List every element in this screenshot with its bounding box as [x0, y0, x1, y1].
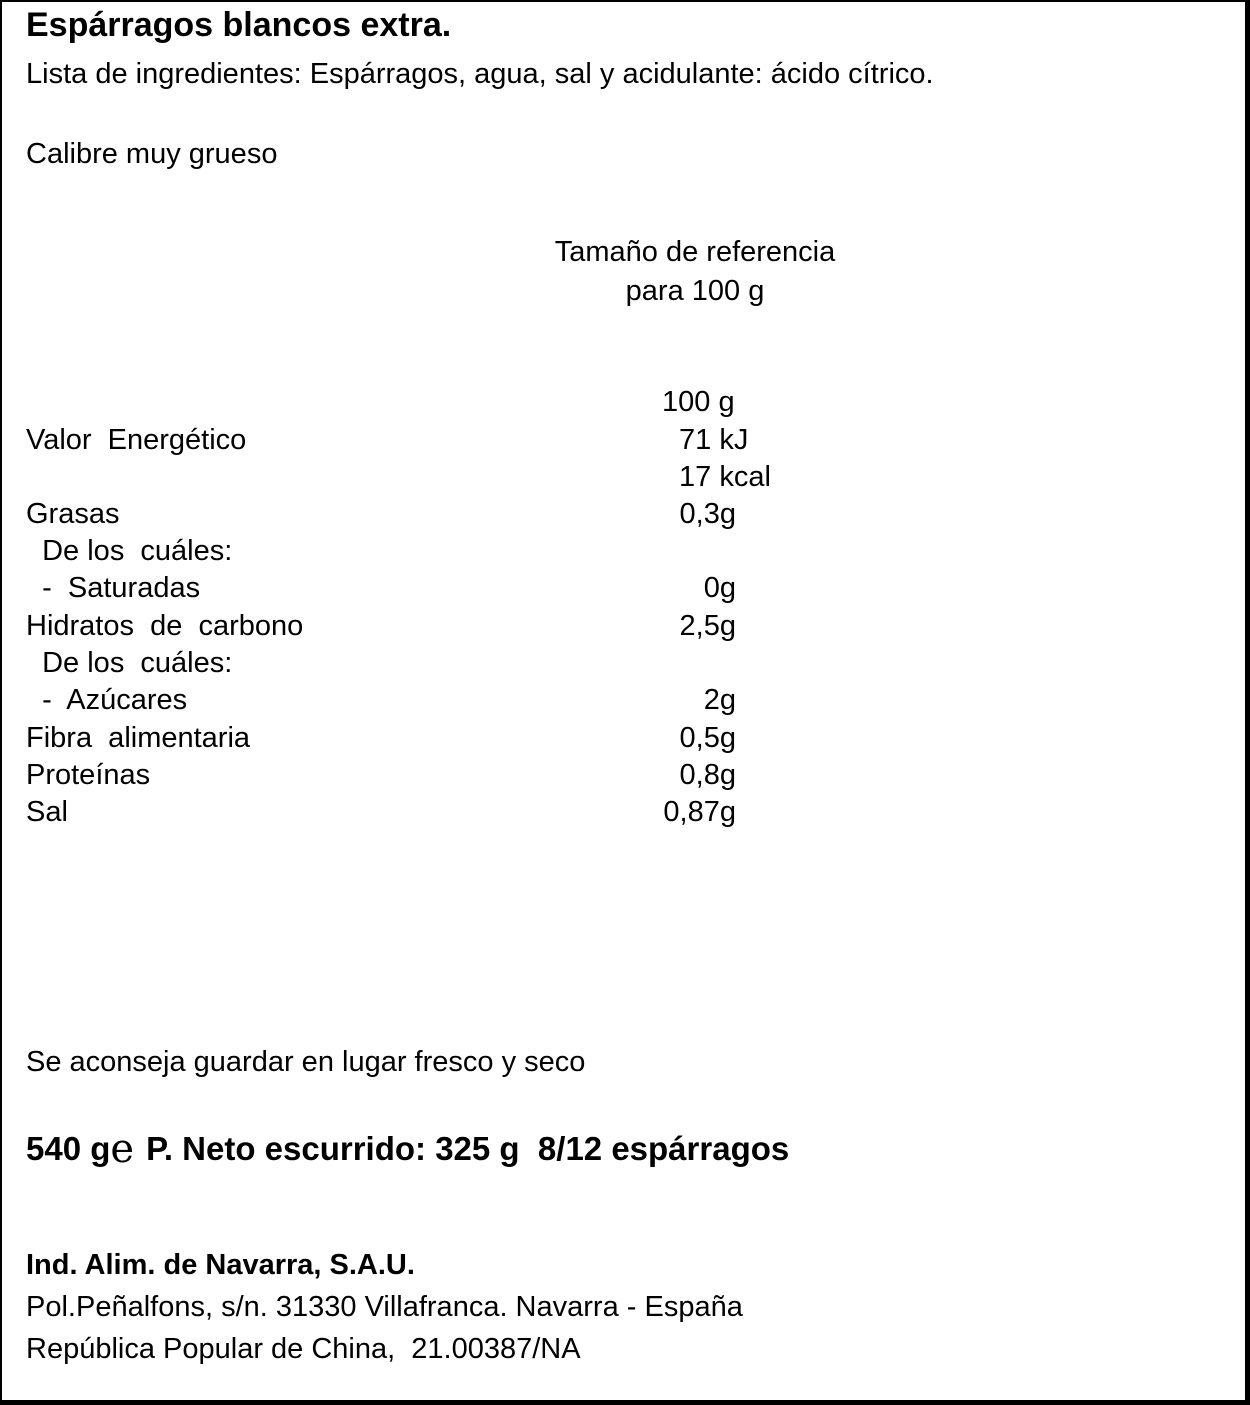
e-mark-icon: e — [110, 1126, 135, 1172]
nutrient-label-salt: Sal — [26, 796, 68, 828]
manufacturer-address: Pol.Peñalfons, s/n. 31330 Villafranca. Navarra - España — [26, 1291, 743, 1323]
ingredients-list: Lista de ingredientes: Espárragos, agua, sal y acidulante: ácido cítrico. — [26, 58, 934, 90]
caliber-text: Calibre muy grueso — [26, 138, 278, 170]
reference-size-line1: Tamaño de referencia — [554, 236, 836, 268]
nutrient-value-energy-kj: 71 kJ — [679, 424, 749, 456]
nutrient-value-carbohydrates: 2,5g — [679, 610, 736, 642]
drained-weight: P. Neto escurrido: 325 g 8/12 espárragos — [146, 1130, 790, 1167]
nutrient-label-sugars: - Azúcares — [26, 684, 188, 716]
nutrient-value-fat: 0,3g — [679, 498, 736, 530]
manufacturer-name: Ind. Alim. de Navarra, S.A.U. — [26, 1249, 415, 1281]
nutrient-label-of-which-2: De los cuáles: — [26, 647, 233, 679]
nutrient-label-carbohydrates: Hidratos de carbono — [26, 610, 304, 642]
nutrition-column-header: 100 g — [662, 386, 735, 418]
origin-registry: República Popular de China, 21.00387/NA — [26, 1333, 581, 1365]
nutrient-value-protein: 0,8g — [679, 759, 736, 791]
nutrient-value-saturated: 0g — [703, 572, 736, 604]
product-title: Espárragos blancos extra. — [26, 6, 452, 44]
nutrient-value-sugars: 2g — [703, 684, 736, 716]
nutrient-value-salt: 0,87g — [663, 796, 736, 828]
nutrient-label-fat: Grasas — [26, 498, 120, 530]
nutrient-label-saturated: - Saturadas — [26, 572, 201, 604]
reference-size-line2: para 100 g — [625, 275, 765, 307]
storage-advice: Se aconseja guardar en lugar fresco y seco — [26, 1046, 586, 1078]
nutrient-label-protein: Proteínas — [26, 759, 151, 791]
nutrient-label-fiber: Fibra alimentaria — [26, 722, 251, 754]
nutrient-label-energy: Valor Energético — [26, 424, 247, 456]
nutrient-label-of-which-1: De los cuáles: — [26, 535, 233, 567]
weights-line — [26, 1126, 790, 1172]
nutrient-value-energy-kcal: 17 kcal — [679, 461, 771, 493]
nutrient-value-fiber: 0,5g — [679, 722, 736, 754]
net-weight: 540 g — [26, 1130, 111, 1167]
